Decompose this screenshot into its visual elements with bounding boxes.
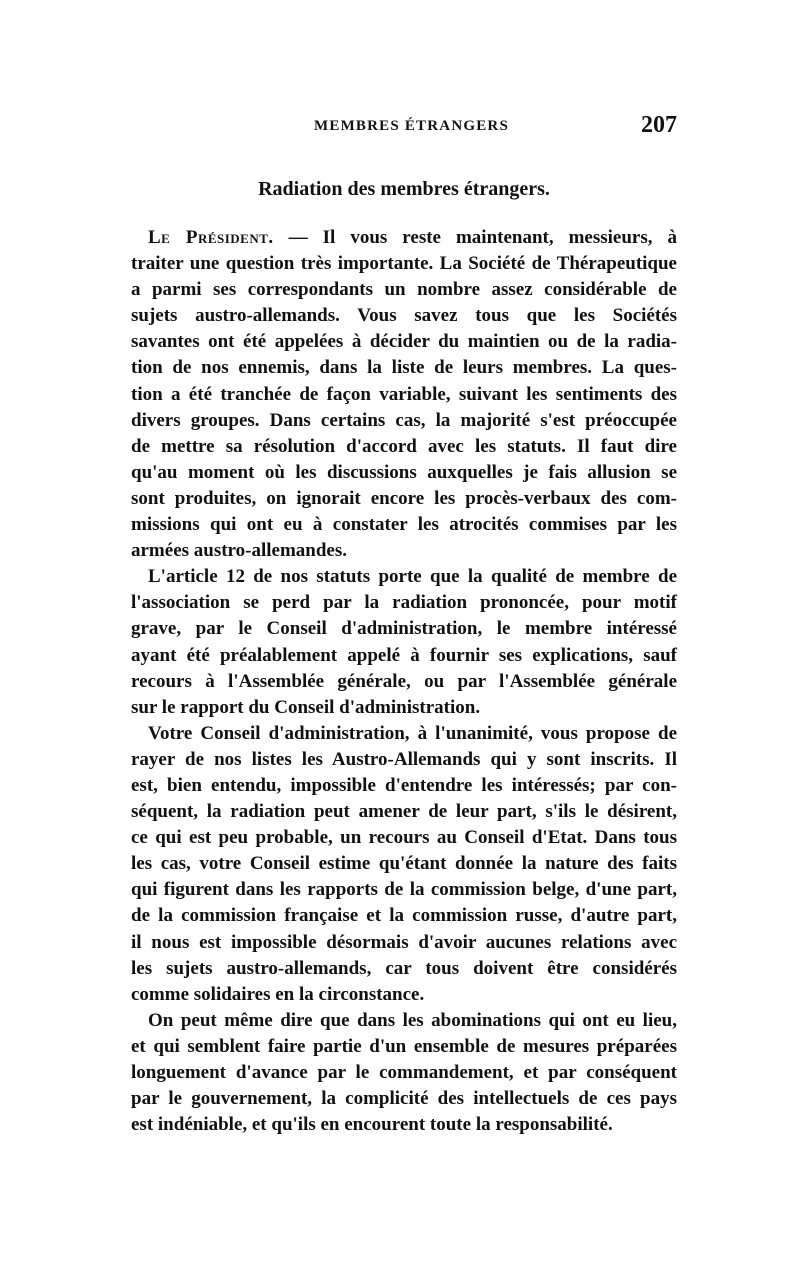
- paragraph-1-line: a parmi ses correspondants un nombre assez considérable de: [131, 279, 677, 301]
- speaker-name: Le Président.: [148, 227, 274, 248]
- paragraph-2-line: grave, par le Conseil d'administration, le membre intéressé: [131, 618, 677, 640]
- paragraph-1-line: missions qui ont eu à constater les atrocités commises par les: [131, 514, 677, 536]
- paragraph-1-line: sont produites, on ignorait encore les procès-verbaux des com-: [131, 487, 677, 509]
- paragraph-2-line: recours à l'Assemblée générale, ou par l'Assemblée générale: [131, 670, 677, 692]
- paragraph-4-line: et qui semblent faire partie d'un ensemble de mesures préparées: [131, 1035, 677, 1057]
- paragraph-1: [131, 225, 677, 564]
- paragraph-3-line: qui figurent dans les rapports de la commission belge, d'une part,: [131, 879, 677, 901]
- paragraph-3-line: comme solidaires en la circonstance.: [131, 983, 425, 1005]
- paragraph-1-line: tion de nos ennemis, dans la liste de leurs membres. La ques-: [131, 357, 677, 379]
- body-text: [131, 225, 677, 1138]
- paragraph-2-line: l'association se perd par la radiation prononcée, pour motif: [131, 592, 677, 614]
- paragraph-3-line: de la commission française et la commission russe, d'autre part,: [131, 905, 677, 927]
- paragraph-2-line: sur le rapport du Conseil d'administration.: [131, 696, 481, 718]
- paragraph-1-line-1-text: — Il vous reste maintenant, messieurs, à: [273, 227, 678, 248]
- running-title: MEMBRES ÉTRANGERS: [314, 118, 510, 134]
- section-title: Radiation des membres étrangers.: [258, 178, 550, 200]
- paragraph-2-line: ayant été préalablement appelé à fournir ses explications, sauf: [131, 644, 677, 666]
- paragraph-3-line: rayer de nos listes les Austro-Allemands qui y sont inscrits. Il: [131, 748, 677, 770]
- paragraph-3-line: séquent, la radiation peut amener de leur part, s'ils le désirent,: [131, 801, 677, 823]
- paragraph-1-line: tion a été tranchée de façon variable, suivant les sentiments des: [131, 383, 677, 405]
- paragraph-3-line: ce qui est peu probable, un recours au Conseil d'Etat. Dans tous: [131, 827, 677, 849]
- running-header: [131, 112, 677, 142]
- paragraph-4-line: On peut même dire que dans les abominations qui ont eu lieu,: [148, 1009, 677, 1031]
- paragraph-4-line: est indéniable, et qu'ils en encourent toute la responsabilité.: [131, 1114, 613, 1136]
- paragraph-3-line: les sujets austro-allemands, car tous doivent être considérés: [131, 957, 677, 979]
- paragraph-1-line: traiter une question très importante. La Société de Thérapeutique: [131, 253, 677, 275]
- paragraph-1-line: armées austro-allemandes.: [131, 540, 348, 562]
- paragraph-2-line: L'article 12 de nos statuts porte que la qualité de membre de: [148, 566, 677, 588]
- page-number: 207: [641, 112, 677, 138]
- paragraph-1-line: savantes ont été appelées à décider du maintien ou de la radia-: [131, 331, 677, 353]
- paragraph-1-line-1: [131, 225, 677, 251]
- paragraph-3-line: il nous est impossible désormais d'avoir aucunes relations avec: [131, 931, 677, 953]
- paragraph-1-line: divers groupes. Dans certains cas, la majorité s'est préoccupée: [131, 409, 677, 431]
- paragraph-3: [131, 721, 677, 1008]
- paragraph-3-line: les cas, votre Conseil estime qu'étant donnée la nature des faits: [131, 853, 677, 875]
- paragraph-1-line: de mettre sa résolution d'accord avec les statuts. Il faut dire: [131, 435, 677, 457]
- paragraph-1-line: sujets austro-allemands. Vous savez tous que les Sociétés: [131, 305, 677, 327]
- paragraph-3-line: est, bien entendu, impossible d'entendre les intéressés; par con-: [131, 774, 677, 796]
- paragraph-4-line: par le gouvernement, la complicité des intellectuels de ces pays: [131, 1088, 677, 1110]
- paragraph-3-line: Votre Conseil d'administration, à l'unanimité, vous propose de: [148, 722, 677, 744]
- paragraph-4: [131, 1008, 677, 1138]
- paragraph-4-line: longuement d'avance par le commandement, et par conséquent: [131, 1062, 677, 1083]
- paragraph-1-line: qu'au moment où les discussions auxquelles je fais allusion se: [131, 461, 677, 483]
- paragraph-2: [131, 564, 677, 721]
